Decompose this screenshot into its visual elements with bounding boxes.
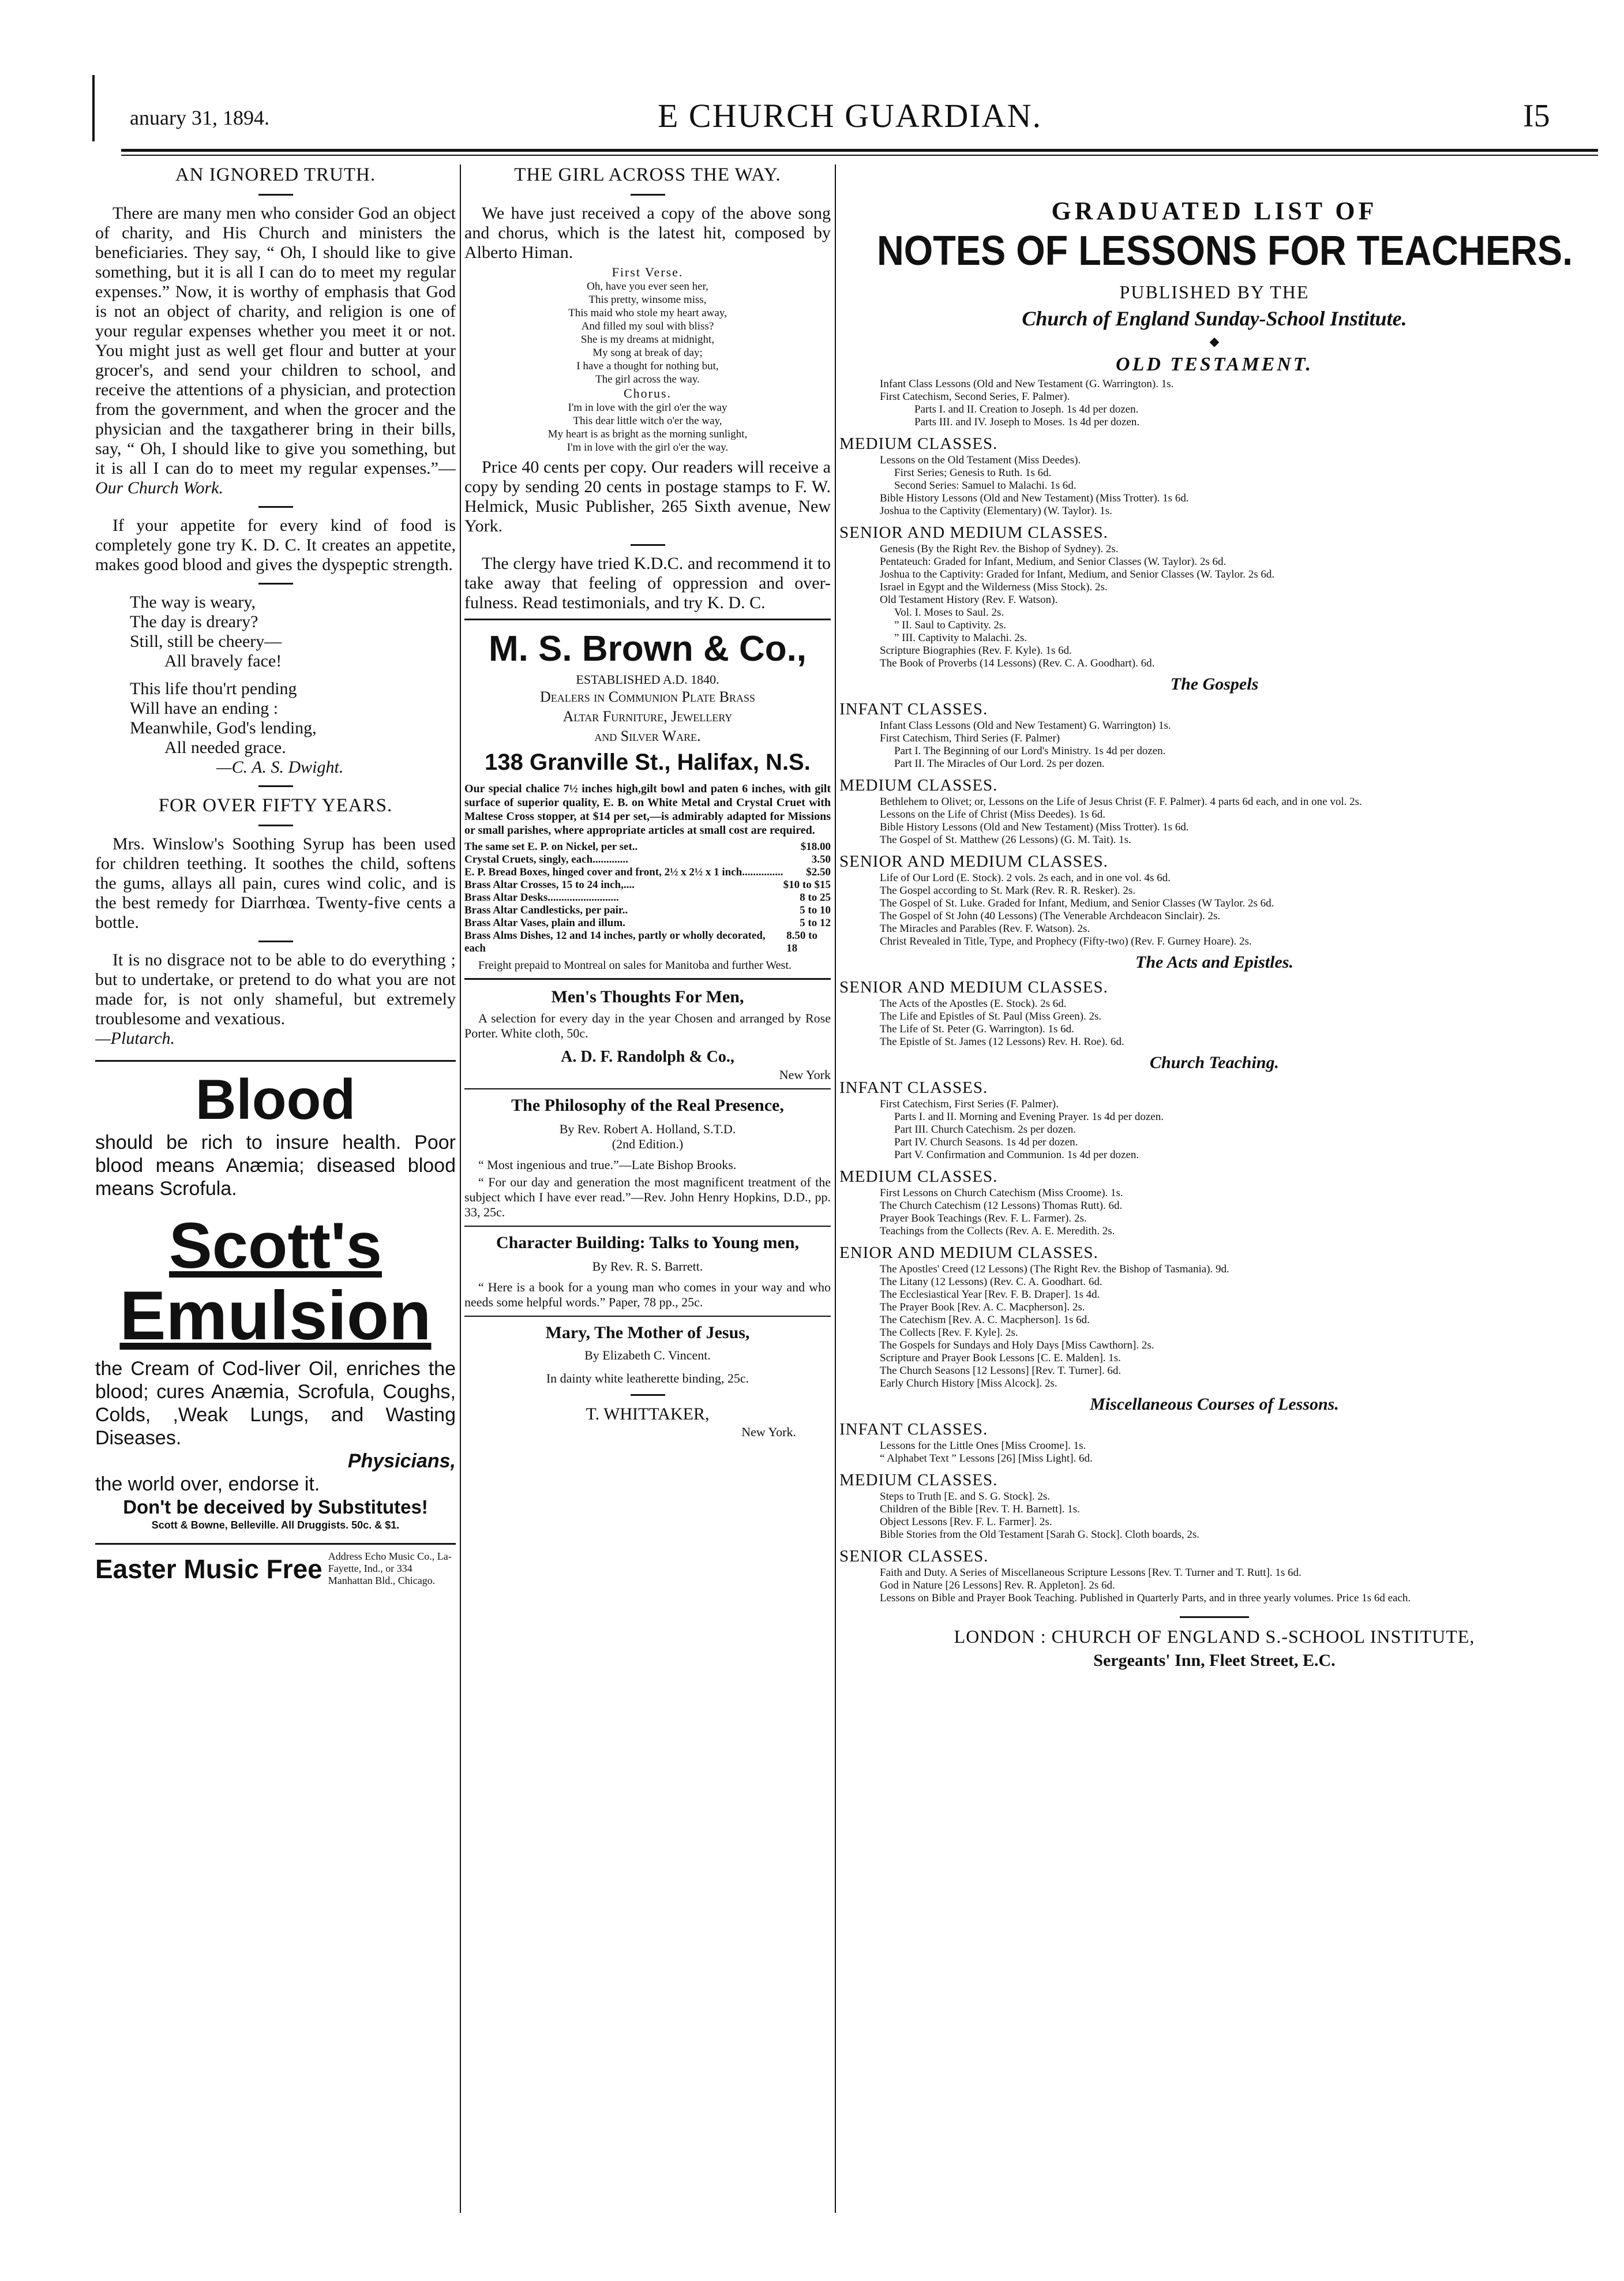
brown-co-ad (464, 626, 831, 972)
class-level-heading: SENIOR CLASSES. (839, 1547, 989, 1565)
poem-author: —C. A. S. Dwight. (216, 758, 344, 777)
lesson-entry: Lessons on the Old Testament (Miss Deedes). (880, 454, 1081, 466)
girl-across-title: THE GIRL ACROSS THE WAY. (514, 164, 781, 185)
randolph-city: New York (779, 1068, 831, 1082)
lesson-entry: Vol. I. Moses to Saul. 2s. (894, 606, 1004, 619)
column-divider-2 (835, 164, 836, 2213)
poem-line: The way is weary, (130, 593, 256, 612)
song-chorus (464, 401, 831, 454)
section-heading: OLD TESTAMENT. (1116, 354, 1313, 375)
section-heading: The Acts and Epistles. (1135, 953, 1293, 972)
class-level-heading: MEDIUM CLASSES. (839, 435, 998, 453)
mary-binding: In dainty white leatherette binding, 25c. (546, 1371, 749, 1385)
lesson-entry: Bethlehem to Olivet; or, Lessons on the Life of Jesus Christ (F. F. Palmer). 4 parts 6d each, and in one vol. 2s. (880, 796, 1362, 808)
lesson-entry: The Collects [Rev. F. Kyle]. 2s. (880, 1327, 1018, 1339)
character-building-quote: “ Here is a book for a young man who comes in your way and who needs some helpful words.” Paper, 78 pp., 25c. (464, 1280, 831, 1309)
lesson-entry: The Miracles and Parables (Rev. F. Watson). 2s. (880, 923, 1090, 935)
scott-maker: Scott & Bowne, Belleville. All Druggists. 50c. & $1. (151, 1519, 400, 1531)
lesson-entry: Infant Class Lessons (Old and New Testament (G. Warrington). 1s. (880, 378, 1174, 390)
chorus-label: Chorus. (623, 386, 672, 400)
item-name: The same set E. P. on Nickel, per set.. (464, 841, 638, 853)
lesson-entry: Bible History Lessons (Old and New Testament) (Miss Trotter). 1s 6d. (880, 492, 1189, 504)
section-rule (95, 1060, 456, 1062)
ignored-truth-title: AN IGNORED TRUTH. (175, 164, 376, 185)
lesson-entry: “ Alphabet Text ” Lessons [26] [Miss Light]. 6d. (880, 1452, 1093, 1465)
item-price: 5 to 10 (800, 904, 831, 916)
character-building-title: Character Building: Talks to Young men, (496, 1233, 800, 1252)
fifty-years-body: Mrs. Winslow's Soothing Syrup has been used for children teething. It soothes the child, softens the gums, allays all pain, cures wind colic, and is the best remedy for Diarrhœa. Twenty-five cents a bottle. (95, 834, 456, 932)
item-name: Brass Altar Desks.......................... (464, 892, 619, 904)
sergeants-inn: Sergeants' Inn, Fleet Street, E.C. (1093, 1651, 1336, 1670)
lesson-entry: Part V. Confirmation and Communion. 1s 4d per dozen. (894, 1149, 1139, 1161)
short-rule (258, 583, 293, 585)
brown-co-items (464, 841, 831, 955)
lesson-entry: Part I. The Beginning of our Lord's Ministry. 1s 4d per dozen. (894, 745, 1166, 757)
poem-line: This life thou'rt pending (130, 679, 297, 698)
lesson-sections (839, 354, 1589, 1605)
substitutes-warning: Don't be deceived by Substitutes! (123, 1496, 428, 1518)
lesson-entry: The Acts of the Apostles (E. Stock). 2s 6d. (880, 998, 1067, 1010)
brown-co-freight: Freight prepaid to Montreal on sales for Manitoba and further West. (478, 959, 792, 972)
song-price: Price 40 cents per copy. Our readers will receive a copy by sending 20 cents in postage stamps to F. W. Helmick, Music Publisher, 265 Sixth avenue, New York. (464, 458, 831, 535)
emulsion-body: the Cream of Cod-liver Oil, enriches the blood; cures Anæmia, Scrofula, Coughs, Colds, ,Weak Lungs, and Wasting Diseases. (95, 1358, 456, 1449)
price-row (464, 904, 831, 917)
lesson-entry: Bible Stories from the Old Testament [Sarah G. Stock]. Cloth boards, 2s. (880, 1529, 1199, 1541)
lesson-entry: Object Lessons [Rev. F. L. Farmer]. 2s. (880, 1516, 1052, 1528)
class-level-heading: MEDIUM CLASSES. (839, 776, 998, 795)
emulsion-heading: Emulsion (119, 1277, 432, 1354)
header-date: anuary 31, 1894. (130, 106, 269, 129)
lesson-entry: Genesis (By the Right Rev. the Bishop of Sydney). 2s. (880, 543, 1119, 555)
header-page-number: I5 (1523, 98, 1550, 134)
header-rule-bottom (121, 155, 1598, 156)
first-verse-label: First Verse. (612, 265, 684, 279)
verse-line: Oh, have you ever seen her, (587, 280, 708, 293)
class-level-heading: SENIOR AND MEDIUM CLASSES. (839, 852, 1108, 871)
mary-title: Mary, The Mother of Jesus, (545, 1323, 750, 1342)
lesson-entry: Joshua to the Captivity: Graded for Infant, Medium, and Senior Classes (W. Taylor. 2s 6d. (880, 568, 1275, 580)
mens-thoughts-body: A selection for every day in the year Chosen and arranged by Rose Porter. White cloth, 50c. (464, 1011, 831, 1040)
lesson-entry: First Catechism, Third Series (F. Palmer) (880, 732, 1060, 744)
plutarch-quote: It is no disgrace not to be able to do everything ; but to undertake, or pretend to do what you are not made for, is not only shameful, but extremely troublesome and vexatious. (95, 950, 456, 1028)
lesson-entry: First Catechism, First Series (F. Palmer). (880, 1098, 1059, 1110)
lesson-entry: Christ Revealed in Title, Type, and Prophecy (Fifty-two) (Rev. F. Gurney Hoare). 2s. (880, 935, 1252, 947)
chorus-line: I'm in love with the girl o'er the way. (567, 441, 729, 454)
verse-line: The girl across the way. (595, 373, 700, 385)
section-rule (464, 978, 831, 980)
price-row (464, 892, 831, 904)
lesson-entry: Prayer Book Teachings (Rev. F. L. Farmer). 2s. (880, 1212, 1087, 1224)
mary-author: By Elizabeth C. Vincent. (584, 1348, 711, 1362)
graduated-list-title: GRADUATED LIST OF (1051, 197, 1378, 225)
section-heading: The Gospels (1170, 675, 1259, 694)
short-rule (631, 194, 665, 196)
mens-thoughts-title: Men's Thoughts For Men, (551, 987, 744, 1006)
lesson-entry: The Life of St. Peter (G. Warrington). 1s 6d. (880, 1023, 1074, 1035)
lesson-entry: Infant Class Lessons (Old and New Testament) G. Warrington) 1s. (880, 720, 1171, 732)
physicians-word: Physicians, (347, 1450, 456, 1472)
easter-music-address: Address Echo Music Co., La-Fayette, Ind., or 334 Manhattan Bld., Chicago. (328, 1550, 452, 1586)
whittaker-name: T. WHITTAKER, (586, 1404, 710, 1424)
lesson-entry: First Series; Genesis to Ruth. 1s 6d. (894, 467, 1052, 479)
ignored-truth-source: Our Church Work. (95, 478, 223, 497)
lesson-entry: The Gospel of St. Luke. Graded for Infant, Medium, and Senior Classes (W Taylor. 2s 6d. (880, 897, 1274, 909)
chorus-line: My heart is as bright as the morning sunlight, (547, 428, 748, 440)
poem-line: Will have an ending : (130, 699, 279, 718)
short-rule (631, 1394, 665, 1396)
lesson-entry: Teachings from the Collects (Rev. A. E. Meredith. 2s. (880, 1225, 1115, 1237)
lesson-entry: Parts I. and II. Morning and Evening Prayer. 1s 4d per dozen. (894, 1111, 1164, 1123)
short-rule (258, 506, 293, 508)
ignored-truth-body (95, 204, 456, 498)
philosophy-quote-1: “ Most ingenious and true.”—Late Bishop Brooks. (478, 1158, 737, 1172)
section-rule (464, 619, 831, 620)
poem-line: Meanwhile, God's lending, (130, 718, 317, 737)
whittaker-city: New York. (741, 1425, 796, 1439)
lesson-entry: Bible History Lessons (Old and New Testament) (Miss Trotter). 1s 6d. (880, 821, 1189, 833)
short-rule (258, 941, 293, 942)
header-rule-top (121, 149, 1598, 152)
section-rule (95, 1543, 456, 1545)
easter-music-ad (95, 1550, 456, 1587)
lesson-entry: Israel in Egypt and the Wilderness (Miss Stock). 2s. (880, 581, 1108, 593)
lesson-entry: Early Church History [Miss Alcock]. 2s. (880, 1377, 1057, 1389)
item-name: Brass Altar Candlesticks, per pair.. (464, 904, 628, 916)
blood-text: should be rich to insure health. Poor blood means Anæmia; diseased blood means Scrofula. (95, 1132, 456, 1200)
lesson-entry: Lessons for the Little Ones [Miss Croome]. 1s. (880, 1440, 1086, 1452)
item-name: Crystal Cruets, singly, each............. (464, 853, 628, 866)
lesson-entry: First Catechism, Second Series, F. Palmer). (880, 391, 1070, 403)
section-rule (464, 1316, 831, 1317)
item-price: 8.50 to 18 (786, 930, 817, 954)
poem-line: Still, still be cheery— (130, 632, 282, 651)
london-address: LONDON : CHURCH OF ENGLAND S.-SCHOOL INSTITUTE, (954, 1626, 1475, 1647)
diamond-ornament: ◆ (1209, 334, 1220, 349)
lesson-entry: Parts I. and II. Creation to Joseph. 1s 4d per dozen. (914, 403, 1139, 415)
class-level-heading: SENIOR AND MEDIUM CLASSES. (839, 978, 1108, 997)
brown-co-address: 138 Granville St., Halifax, N.S. (485, 750, 811, 775)
lesson-entry: Faith and Duty. A Series of Miscellaneous Scripture Lessons [Rev. T. Turner and T. Rutt]. 1s 6d. (880, 1567, 1302, 1579)
poem-line: The day is dreary? (130, 612, 258, 631)
lesson-entry: The Catechism [Rev. A. C. Macpherson]. 1s 6d. (880, 1314, 1090, 1326)
lesson-entry: Part IV. Church Seasons. 1s 4d per dozen. (894, 1136, 1078, 1148)
emulsion-physicians (95, 1449, 456, 1473)
item-price: $10 to $15 (783, 879, 831, 891)
lesson-entry: The Book of Proverbs (14 Lessons) (Rev. C. A. Goodhart). 6d. (880, 657, 1155, 669)
short-rule (1180, 1616, 1249, 1618)
lesson-entry: Joshua to the Captivity (Elementary) (W. Taylor). 1s. (880, 505, 1112, 517)
lesson-entry: The Church Seasons [12 Lessons] [Rev. T. Turner]. 6d. (880, 1365, 1122, 1377)
philosophy-author: By Rev. Robert A. Holland, S.T.D. (559, 1122, 736, 1136)
lesson-entry: The Gospels for Sundays and Holy Days [Miss Cawthorn]. 2s. (880, 1339, 1154, 1351)
header-title: E CHURCH GUARDIAN. (658, 97, 1042, 134)
lesson-entry: The Apostles' Creed (12 Lessons) (The Right Rev. the Bishop of Tasmania). 9d. (880, 1263, 1229, 1275)
brown-co-line3: and Silver Ware. (594, 728, 701, 744)
item-price: 5 to 12 (800, 917, 831, 929)
girl-across-intro: We have just received a copy of the above song and chorus, which is the latest hit, composed by Alberto Himan. (464, 204, 831, 262)
fifty-years-title: FOR OVER FIFTY YEARS. (158, 795, 393, 816)
class-level-heading: INFANT CLASSES. (839, 700, 988, 718)
item-name: Brass Altar Vases, plain and illum. (464, 917, 625, 929)
notes-of-lessons-title: NOTES OF LESSONS FOR TEACHERS. (877, 228, 1573, 274)
lesson-entry: First Lessons on Church Catechism (Miss Croome). 1s. (880, 1187, 1123, 1199)
lesson-entry: Lessons on Bible and Prayer Book Teaching. Published in Quarterly Parts, and in three yearly volumes. Price 1s 6d each. (880, 1592, 1411, 1604)
lesson-entry: Pentateuch: Graded for Infant, Medium, and Senior Classes (W. Taylor). 2s 6d. (880, 556, 1227, 568)
lesson-entry: Part III. Church Catechism. 2s per dozen. (894, 1123, 1076, 1136)
lesson-entry: Second Series: Samuel to Malachi. 1s 6d. (894, 480, 1077, 492)
section-heading: Miscellaneous Courses of Lessons. (1090, 1395, 1339, 1414)
verse-line: This pretty, winsome miss, (588, 294, 707, 306)
price-row (464, 917, 831, 930)
brown-co-line2: Altar Furniture, Jewellery (562, 708, 733, 725)
ignored-truth-text: There are many men who consider God an object of charity, and His Church and ministers the beneficiaries. They say, “ Oh, I should like to give something, but it is all I can do to meet my regular expenses.” Now, it is worthy of emphasis that God is not an object of charity, and religion is one of your regular expenses whether you meet it or not. You might just as well get flour and butter at your grocer's, and send your children to school, and receive the attentions of a physician, and protection from the government, and when the grocer and the physician and the taxgatherer bring in their bills, say, “ Oh, I should like to give you something, but it is all I can do to meet my regular expenses.”— (95, 204, 456, 478)
price-row (464, 866, 831, 879)
item-price: 8 to 25 (800, 892, 831, 904)
easter-music-title: Easter Music Free (95, 1553, 322, 1584)
lesson-entry: ” III. Captivity to Malachi. 2s. (894, 632, 1027, 644)
page-header (0, 95, 1624, 147)
brown-co-body: Our special chalice 7½ inches high,gilt bowl and paten 6 inches, with gilt surface of superior quality, E. B. on White Metal and Crystal Cruet with Maltese Cross stopper, at $14 per set,—is admirably adapted for Missions or small parishes, where appropriate articles at small cost are required. (464, 782, 831, 837)
poem-line: All bravely face! (164, 651, 282, 671)
lesson-entry: Scripture Biographies (Rev. F. Kyle). 1s 6d. (880, 645, 1072, 657)
lesson-entry: God in Nature [26 Lessons] Rev. R. Appleton]. 2s 6d. (880, 1579, 1115, 1591)
lesson-entry: Life of Our Lord (E. Stock). 2 vols. 2s each, and in one vol. 4s 6d. (880, 872, 1171, 884)
chorus-line: This dear little witch o'er the way, (573, 415, 722, 427)
item-name: Brass Altar Crosses, 15 to 24 inch,.... (464, 879, 635, 891)
lesson-entry: ” II. Saul to Captivity. 2s. (894, 619, 1007, 631)
lesson-entry: The Gospel according to St. Mark (Rev. R. R. Resker). 2s. (880, 885, 1136, 897)
verse-line: This maid who stole my heart away, (568, 307, 727, 319)
class-level-heading: INFANT CLASSES. (839, 1420, 988, 1439)
philosophy-quote-2: “ For our day and generation the most magnificent treatment of the subject which I have ever read.”—Rev. John Henry Hopkins, D.D., pp. 33, 25c. (464, 1175, 831, 1219)
emulsion-endorse: the world over, endorse it. (95, 1473, 320, 1495)
verse-line: My song at break of day; (592, 347, 703, 359)
scotts-emulsion-ad (95, 1068, 456, 1531)
price-row (464, 879, 831, 892)
column-3 (839, 173, 1589, 2193)
character-building-author: By Rev. R. S. Barrett. (592, 1259, 703, 1274)
philosophy-edition: (2nd Edition.) (612, 1137, 684, 1151)
plutarch-author: —Plutarch. (95, 1029, 175, 1048)
lesson-entry: The Life and Epistles of St. Paul (Miss Green). 2s. (880, 1010, 1102, 1022)
price-row (464, 853, 831, 866)
brown-co-name: M. S. Brown & Co., (488, 629, 807, 669)
lesson-entry: Parts III. and IV. Joseph to Moses. 1s 4d per dozen. (914, 416, 1140, 428)
lesson-entry: The Gospel of St John (40 Lessons) (The Venerable Archdeacon Sinclair). 2s. (880, 910, 1221, 922)
institute-name: Church of England Sunday-School Institute. (1022, 307, 1407, 330)
verse-line: She is my dreams at midnight, (580, 334, 715, 346)
philosophy-title: The Philosophy of the Real Presence, (511, 1096, 784, 1115)
randolph-name: A. D. F. Randolph & Co., (561, 1048, 734, 1066)
section-heading: Church Teaching. (1150, 1053, 1279, 1072)
lesson-entry: Lessons on the Life of Christ (Miss Deedes). 1s 6d. (880, 808, 1106, 821)
class-level-heading: MEDIUM CLASSES. (839, 1471, 998, 1489)
verse-line: And filled my soul with bliss? (581, 320, 714, 332)
price-row (464, 841, 831, 853)
lesson-entry: Children of the Bible [Rev. T. H. Barnett]. 1s. (880, 1503, 1080, 1515)
lesson-entry: The Ecclesiastical Year [Rev. F. B. Draper]. 1s 4d. (880, 1289, 1100, 1301)
column-1 (95, 164, 456, 2201)
column-2 (464, 164, 831, 2201)
kdc-ad-text: If your appetite for every kind of food is completely gone try K. D. C. It creates an appetite, makes good blood and gives the dyspeptic strength. (95, 516, 456, 574)
class-level-heading: ENIOR AND MEDIUM CLASSES. (839, 1243, 1098, 1262)
brown-co-line1: Dealers in Communion Plate Brass (540, 688, 755, 705)
verse-line: I have a thought for nothing but, (576, 360, 719, 372)
lesson-entry: The Church Catechism (12 Lessons) Thomas Rutt). 6d. (880, 1200, 1123, 1212)
short-rule (258, 194, 293, 196)
lesson-entry: The Epistle of St. James (12 Lessons) Rev. H. Roe). 6d. (880, 1036, 1124, 1048)
class-level-heading: INFANT CLASSES. (839, 1078, 988, 1097)
short-rule (631, 544, 665, 546)
column-divider-1 (460, 164, 461, 2213)
short-rule (258, 825, 293, 826)
lesson-entry: Old Testament History (Rev. F. Watson). (880, 594, 1058, 606)
poem-line: All needed grace. (164, 738, 286, 757)
lesson-entry: Steps to Truth [E. and S. G. Stock]. 2s. (880, 1490, 1051, 1503)
lesson-entry: The Gospel of St. Matthew (26 Lessons) (G. M. Tait). 1s. (880, 834, 1131, 846)
section-rule (464, 1088, 831, 1089)
lesson-entry: Part II. The Miracles of Our Lord. 2s per dozen. (894, 758, 1105, 770)
item-name: E. P. Bread Boxes, hinged cover and front, 2½ x 2½ x 1 inch............... (464, 866, 783, 878)
poem (95, 593, 456, 777)
song-verse (464, 280, 831, 386)
brown-co-established: ESTABLISHED A.D. 1840. (576, 672, 719, 687)
item-price: $2.50 (806, 866, 831, 878)
short-rule (258, 785, 293, 787)
lesson-entry: The Litany (12 Lessons) (Rev. C. A. Goodhart. 6d. (880, 1276, 1102, 1288)
item-price: 3.50 (811, 853, 831, 866)
lesson-entry: Scripture and Prayer Book Lessons [C. E. Malden]. 1s. (880, 1352, 1121, 1364)
blood-heading: Blood (195, 1068, 356, 1131)
item-price: $18.00 (800, 841, 831, 853)
lesson-entry: The Prayer Book [Rev. A. C. Macpherson]. 2s. (880, 1301, 1085, 1313)
section-rule (464, 1226, 831, 1227)
scotts-heading: Scott's (169, 1209, 382, 1282)
published-by: PUBLISHED BY THE (1119, 282, 1310, 302)
class-level-heading: MEDIUM CLASSES. (839, 1167, 998, 1186)
price-row (464, 930, 831, 955)
chorus-line: I'm in love with the girl o'er the way (568, 402, 727, 414)
item-name: Brass Alms Dishes, 12 and 14 inches, partly or wholly decorated, each (464, 930, 766, 954)
clergy-kdc: The clergy have tried K.D.C. and recommend it to take away that feeling of oppression and over-fulness. Read testimonials, and try K. D. C. (464, 554, 831, 612)
class-level-heading: SENIOR AND MEDIUM CLASSES. (839, 523, 1108, 542)
